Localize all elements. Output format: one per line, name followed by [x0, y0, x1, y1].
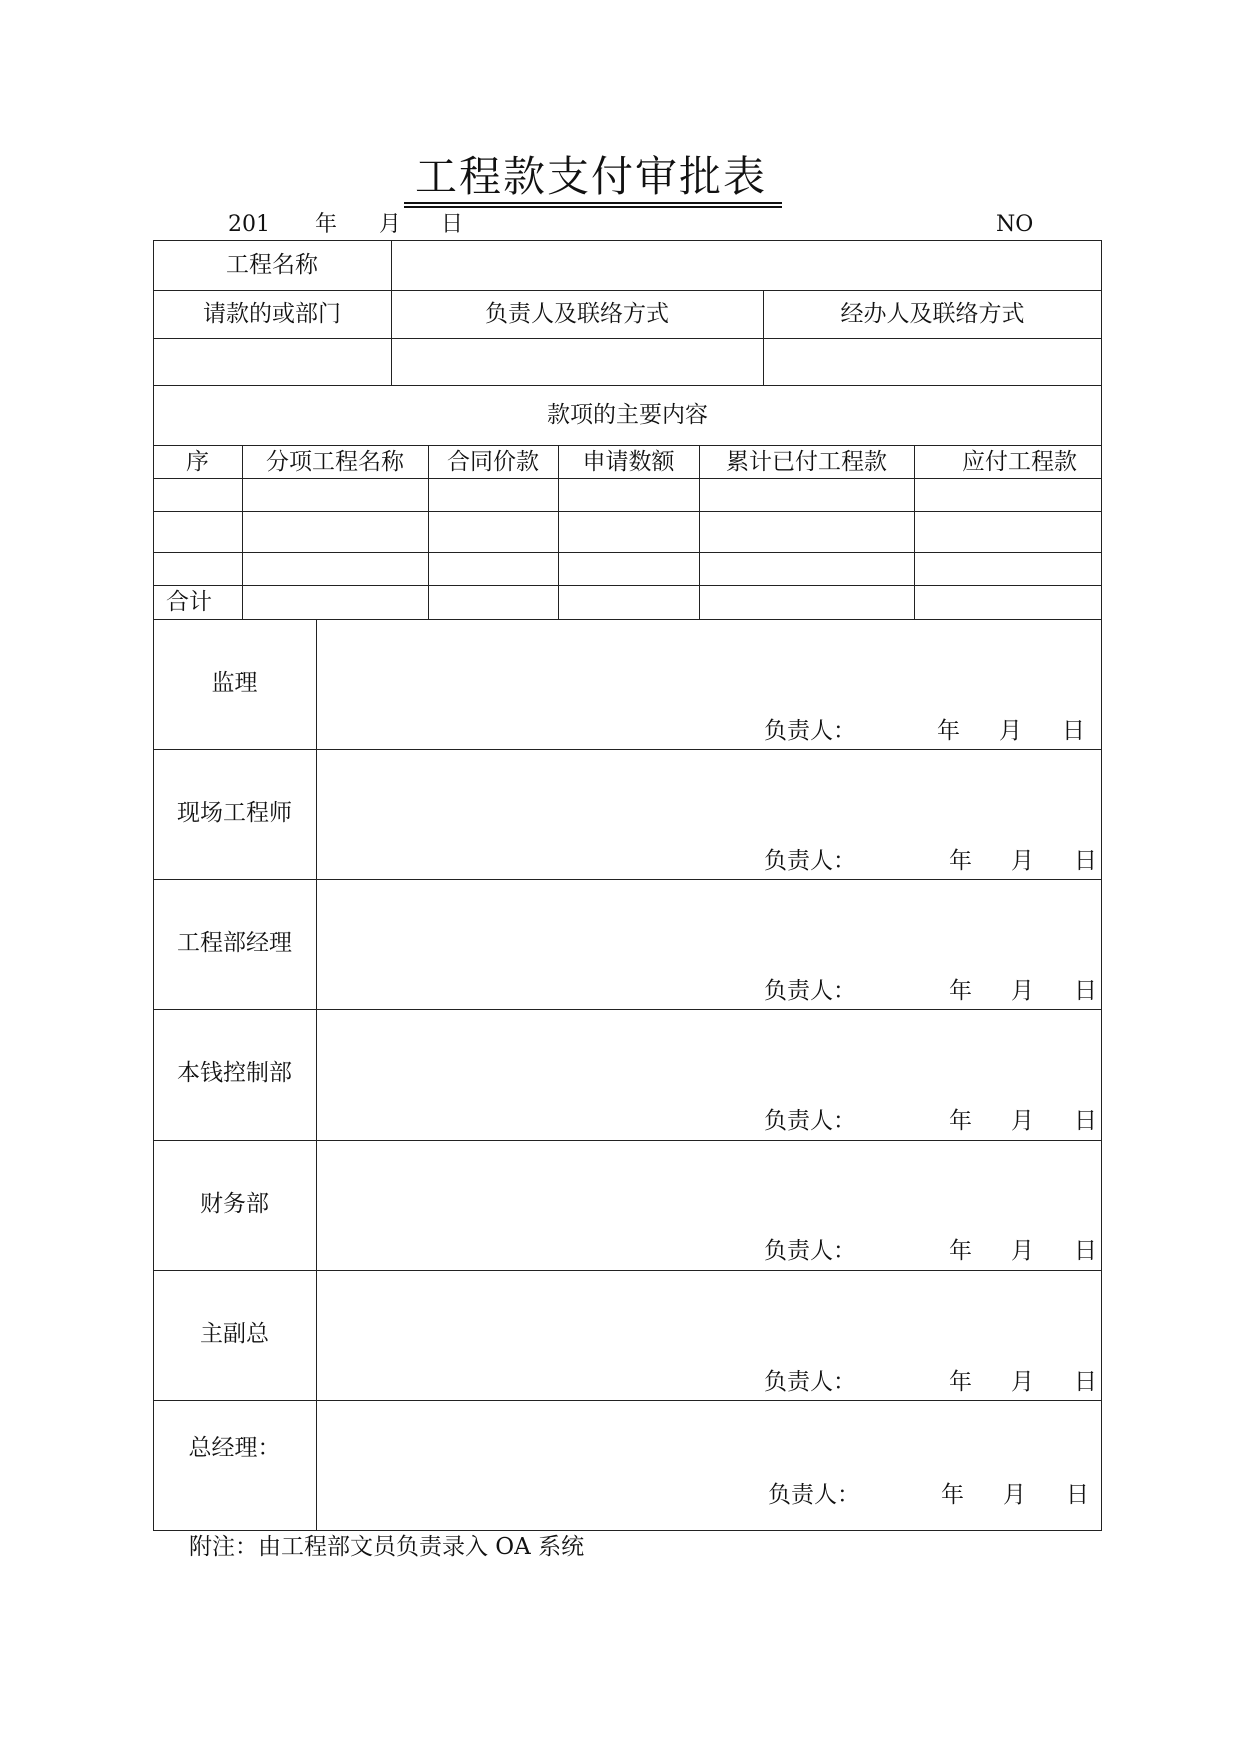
page-title: 工程款支付审批表 [414, 152, 767, 201]
date-month-label: 月 [379, 212, 402, 237]
requester-label: 请款的或部门 [203, 301, 341, 327]
signer-label: 负责人： [764, 1108, 856, 1134]
row-divider [153, 1140, 1102, 1141]
row-divider [153, 552, 1102, 553]
signer-label: 负责人： [764, 848, 856, 874]
column-header-sub-project: 分项工程名称 [266, 449, 404, 475]
sign-year-label: 年 [949, 1108, 972, 1134]
total-label: 合计 [166, 589, 212, 615]
approval-department: 监理 [211, 670, 258, 696]
approval-department: 总经理： [188, 1435, 281, 1461]
sign-month-label: 月 [999, 718, 1022, 744]
sign-year-label: 年 [941, 1482, 964, 1508]
footnote: 附注：由工程部文员负责录入 OA 系统 [189, 1534, 585, 1560]
sign-day-label: 日 [1062, 718, 1085, 744]
sign-month-label: 月 [1011, 978, 1034, 1004]
sign-month-label: 月 [1003, 1482, 1026, 1508]
row-divider [153, 445, 1102, 446]
row-divider [153, 619, 1102, 620]
form-number-label: NO [996, 212, 1034, 237]
row-divider [153, 478, 1102, 479]
signer-label: 负责人： [764, 1238, 856, 1264]
sign-month-label: 月 [1011, 1238, 1034, 1264]
row-divider [153, 879, 1102, 880]
payment-section-title: 款项的主要内容 [547, 402, 708, 428]
handler-contact-label: 经办人及联络方式 [840, 301, 1025, 327]
sign-day-label: 日 [1074, 1369, 1097, 1395]
approval-department: 工程部经理 [177, 930, 292, 956]
row-divider [153, 1270, 1102, 1271]
approval-department: 财务部 [200, 1191, 269, 1217]
sign-month-label: 月 [1011, 1369, 1034, 1395]
signer-label: 负责人： [764, 978, 856, 1004]
column-divider [316, 619, 317, 1531]
column-divider [914, 445, 915, 619]
row-divider [153, 1400, 1102, 1401]
project-name-label: 工程名称 [226, 252, 318, 278]
date-day-label: 日 [441, 212, 464, 237]
approval-department: 本钱控制部 [177, 1060, 292, 1086]
signer-label: 负责人： [768, 1482, 860, 1508]
column-header-index: 序 [186, 449, 209, 475]
sign-month-label: 月 [1011, 848, 1034, 874]
row-divider [153, 385, 1102, 386]
approval-department: 现场工程师 [177, 800, 292, 826]
row-divider [153, 290, 1102, 291]
sign-day-label: 日 [1074, 1238, 1097, 1264]
sign-year-label: 年 [949, 848, 972, 874]
row-divider [153, 585, 1102, 586]
sign-year-label: 年 [937, 718, 960, 744]
column-header-contract-price: 合同价款 [447, 449, 539, 475]
sign-month-label: 月 [1011, 1108, 1034, 1134]
row-divider [153, 1009, 1102, 1010]
title-underline-bottom [404, 206, 782, 208]
signer-label: 负责人： [764, 1369, 856, 1395]
column-header-requested-amount: 申请数额 [582, 449, 675, 475]
sign-day-label: 日 [1066, 1482, 1089, 1508]
date-year-label: 年 [315, 212, 338, 237]
row-divider [153, 338, 1102, 339]
approval-department: 主副总 [200, 1321, 269, 1347]
sign-day-label: 日 [1074, 978, 1097, 1004]
column-header-paid-to-date: 累计已付工程款 [726, 449, 887, 475]
row-divider [153, 749, 1102, 750]
title-underline-top [404, 202, 782, 204]
sign-year-label: 年 [949, 1238, 972, 1264]
signer-label: 负责人： [764, 718, 856, 744]
row-divider [153, 511, 1102, 512]
date-year-prefix: 201 [228, 212, 270, 237]
column-header-payable: 应付工程款 [962, 449, 1077, 475]
sign-day-label: 日 [1074, 1108, 1097, 1134]
sign-year-label: 年 [949, 1369, 972, 1395]
responsible-contact-label: 负责人及联络方式 [485, 301, 669, 327]
sign-day-label: 日 [1074, 848, 1097, 874]
sign-year-label: 年 [949, 978, 972, 1004]
